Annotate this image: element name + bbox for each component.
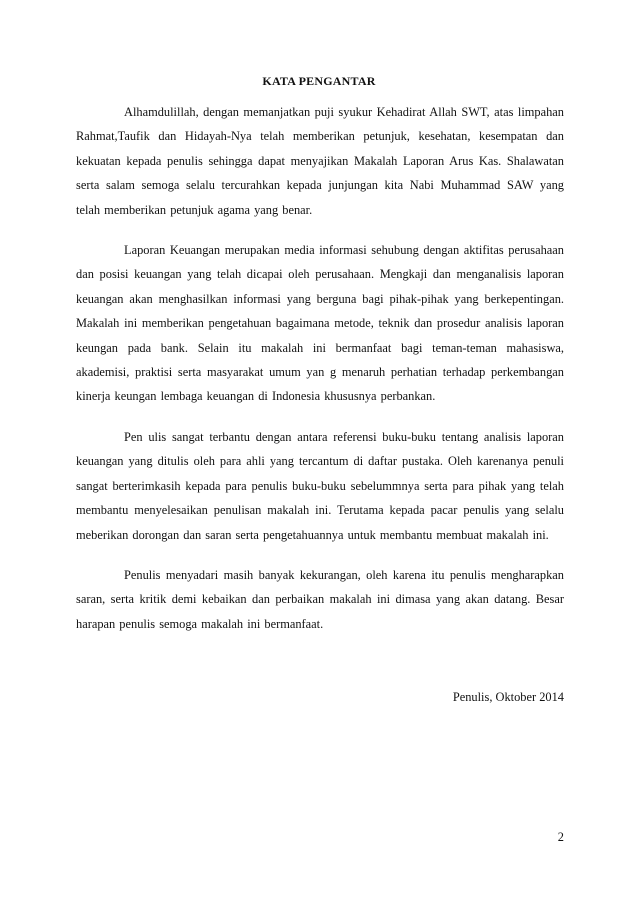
paragraph-2: Laporan Keuangan merupakan media informasi sehubung dengan aktifitas perusahaan dan posisi keuangan yang telah dicapai oleh perusahaan. Mengkaji dan menganalisis laporan keuangan akan menghasilkan informasi yang berguna bagi pihak-pihak yang berkepentingan. Makalah ini memberikan pengetahuan bagaimana metode, teknik dan prosedur analisis laporan keungan pada bank. Selain itu makalah ini bermanfaat bagi teman-teman mahasiswa, akademisi, praktisi serta masyarakat umum yan g menaruh perhatian terhadap perkembangan kinerja keungan lembaga keuangan di Indonesia khususnya perbankan.: [76, 243, 564, 404]
paragraph-1: Alhamdulillah, dengan memanjatkan puji syukur Kehadirat Allah SWT, atas limpahan Rahmat,Taufik dan Hidayah-Nya telah memberikan petunjuk, kesehatan, kesempatan dan kekuatan kepada penulis sehingga dapat menyajikan Makalah Laporan Arus Kas. Shalawatan serta salam semoga selalu tercurahkan kepada junjungan kita Nabi Muhammad SAW yang telah memberikan petunjuk agama yang benar.: [76, 105, 564, 217]
paragraph-3: Pen ulis sangat terbantu dengan antara referensi buku-buku tentang analisis laporan keuangan yang ditulis oleh para ahli yang tercantum di daftar pustaka. Oleh karenanya penuli sangat berterimkasih kepada para penulis buku-buku sebelummnya serta para pihak yang telah membantu menyelesaikan penulisan makalah ini. Terutama kepada pacar penulis yang selalu meberikan dorongan dan saran serta pengetahuannya untuk membantu membuat makalah ini.: [76, 429, 564, 542]
body-text: [76, 100, 564, 652]
signature-line: Penulis, Oktober 2014: [452, 690, 564, 704]
page-title: KATA PENGANTAR: [262, 74, 376, 88]
page-number: 2: [557, 830, 564, 844]
paragraph-4: Penulis menyadari masih banyak kekurangan, oleh karena itu penulis mengharapkan saran, serta kritik demi kebaikan dan perbaikan makalah ini dimasa yang akan datang. Besar harapan penulis semoga makalah ini bermanfaat.: [76, 567, 564, 631]
